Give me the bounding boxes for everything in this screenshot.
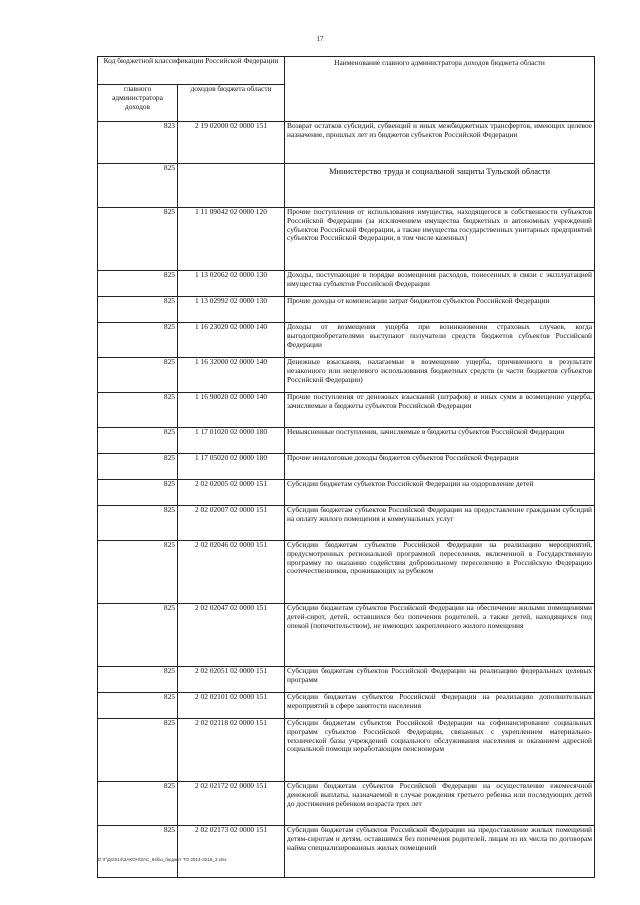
admin-code-cell: 825 — [98, 826, 178, 878]
table-row — [98, 358, 595, 393]
name-cell: Невыясненные поступления, зачисляемые в бюджеты субъектов Российской Федерации — [285, 428, 595, 454]
page-number: 17 — [316, 35, 324, 43]
table-row — [98, 604, 595, 667]
name-cell: Министерство труда и социальной защиты Тульской области — [285, 164, 595, 208]
table-row — [98, 323, 595, 358]
income-code-cell: 1 11 09042 02 0000 120 — [178, 208, 285, 271]
income-code-cell: 2 02 02005 02 0000 151 — [178, 480, 285, 506]
name-cell: Субсидии бюджетам субъектов Российской Федерации на предоставление жилых помещений детям-сиротам и детям, оставшимся без попечения родителей, лицам из их числа по договорам найма специализированных жилых помещений — [285, 826, 595, 878]
header-code-group: Код бюджетной классификации Российской Федерации — [98, 57, 285, 85]
name-cell: Доходы, поступающие в порядке возмещения расходов, понесенных в связи с эксплуатацией имущества субъектов Российской Федерации — [285, 271, 595, 297]
table-row — [98, 506, 595, 541]
admin-code-cell: 825 — [98, 393, 178, 428]
table-row — [98, 667, 595, 693]
income-code-cell: 1 13 02992 02 0000 130 — [178, 297, 285, 323]
income-code-cell: 1 16 32000 02 0000 140 — [178, 358, 285, 393]
table-row — [98, 271, 595, 297]
income-code-cell: 2 02 02172 02 0000 151 — [178, 782, 285, 826]
income-code-cell: 2 02 02046 02 0000 151 — [178, 541, 285, 604]
header-income-column: доходов бюджета области — [178, 85, 285, 122]
admin-code-cell: 825 — [98, 454, 178, 480]
admin-code-cell: 825 — [98, 164, 178, 208]
table-row — [98, 826, 595, 878]
admin-code-cell: 825 — [98, 541, 178, 604]
admin-code-cell: 825 — [98, 323, 178, 358]
income-code-cell: 2 19 02000 02 0000 151 — [178, 122, 285, 164]
name-cell: Субсидии бюджетам субъектов Российской Федерации на предоставление гражданам субсидий на оплату жилого помещения и коммунальных услуг — [285, 506, 595, 541]
admin-code-cell: 825 — [98, 428, 178, 454]
name-cell: Денежные взыскания, налагаемые в возмещение ущерба, причиненного в результате незаконного или нецелевого использования бюджетных средств (в части бюджетов субъектов Российской Федерации) — [285, 358, 595, 393]
table-row — [98, 428, 595, 454]
income-code-cell: 1 16 90020 02 0000 140 — [178, 393, 285, 428]
table-body — [98, 122, 595, 878]
income-code-cell: 2 02 02118 02 0000 151 — [178, 719, 285, 782]
name-cell: Субсидии бюджетам субъектов Российской Федерации на реализацию федеральных целевых программ — [285, 667, 595, 693]
income-code-cell: 2 02 02101 02 0000 151 — [178, 693, 285, 719]
admin-code-cell: 825 — [98, 480, 178, 506]
section-row — [98, 164, 595, 208]
name-cell: Прочие поступления от денежных взысканий (штрафов) и иных сумм в возмещение ущерба, зачисляемые в бюджеты субъектов Российской Федерации — [285, 393, 595, 428]
name-cell: Возврат остатков субсидий, субвенций и иных межбюджетных трансфертов, имеющих целевое назначение, прошлых лет из бюджетов субъектов Российской Федерации — [285, 122, 595, 164]
table-row — [98, 693, 595, 719]
admin-code-cell: 825 — [98, 604, 178, 667]
admin-code-cell: 825 — [98, 271, 178, 297]
admin-code-cell: 825 — [98, 506, 178, 541]
name-cell: Прочие доходы от компенсации затрат бюджетов субъектов Российской Федерации — [285, 297, 595, 323]
table-row — [98, 719, 595, 782]
income-code-cell: 2 02 02047 02 0000 151 — [178, 604, 285, 667]
header-row-top — [98, 57, 595, 85]
name-cell: Прочие неналоговые доходы бюджетов субъектов Российской Федерации — [285, 454, 595, 480]
name-cell: Доходы от возмещения ущерба при возникновении страховых случаев, когда выгодоприобретателями выступают получатели средств бюджетов субъектов Российской Федерации — [285, 323, 595, 358]
admin-code-cell: 823 — [98, 122, 178, 164]
name-cell: Субсидии бюджетам субъектов Российской Федерации на осуществление ежемесячной денежной выплаты, назначаемой в случае рождения третьего ребенка или последующих детей до достижения ребенком возраста трех лет — [285, 782, 595, 826]
income-code-cell: 1 17 01020 02 0000 180 — [178, 428, 285, 454]
name-cell: Прочие поступления от использования имущества, находящегося в собственности субъектов Российской Федерации (за исключением имущества бюджетных и автономных учреждений субъектов Российской Федерации, а также имущества государственных унитарных предприятий субъектов Российской Федерации, в том числе казенных) — [285, 208, 595, 271]
income-code-cell: 2 02 02051 02 0000 151 — [178, 667, 285, 693]
admin-code-cell: 825 — [98, 208, 178, 271]
table-row — [98, 782, 595, 826]
admin-code-cell: 825 — [98, 358, 178, 393]
table-row — [98, 208, 595, 271]
table-row — [98, 480, 595, 506]
table-row — [98, 122, 595, 164]
admin-code-cell: 825 — [98, 297, 178, 323]
admin-code-cell: 825 — [98, 782, 178, 826]
table-row — [98, 297, 595, 323]
file-path-footer: D:\Г\Д\2014\ЗАКОН\ЗАС_64бы_бюджет ТО 2014-2016_3.xlsx — [98, 857, 227, 862]
table-row — [98, 454, 595, 480]
income-code-cell: 2 02 02173 02 0000 151 — [178, 826, 285, 878]
name-cell: Субсидии бюджетам субъектов Российской Федерации на реализацию мероприятий, предусмотренных региональной программой переселения, включенной в Государственную программу по оказанию содействия добровольному переселению в Российскую Федерацию соотечественников, проживающих за рубежом — [285, 541, 595, 604]
income-code-cell: 1 13 02062 02 0000 130 — [178, 271, 285, 297]
table-row — [98, 541, 595, 604]
income-code-cell: 2 02 02007 02 0000 151 — [178, 506, 285, 541]
admin-code-cell: 825 — [98, 719, 178, 782]
admin-code-cell: 825 — [98, 667, 178, 693]
budget-classification-table — [97, 56, 595, 878]
name-cell: Субсидии бюджетам субъектов Российской Федерации на реализацию дополнительных мероприятий в сфере занятости населения — [285, 693, 595, 719]
table-row — [98, 393, 595, 428]
admin-code-cell: 825 — [98, 693, 178, 719]
name-cell: Субсидии бюджетам субъектов Российской Федерации на оздоровление детей — [285, 480, 595, 506]
header-name-column: Наименование главного администратора доходов бюджета области — [285, 57, 595, 122]
name-cell: Субсидии бюджетам субъектов Российской Федерации на обеспечение жилыми помещениями детей-сирот, детей, оставшихся без попечения родителей, а также детей, находящихся под опекой (попечительством), не имеющих закрепленного жилого помещения — [285, 604, 595, 667]
income-code-cell — [178, 164, 285, 208]
name-cell: Субсидии бюджетам субъектов Российской Федерации на софинансирование социальных программ субъектов Российской Федерации, связанных с укреплением материально-технической базы учреждений социального обслуживания населения и оказанием адресной социальной помощи неработающим пенсионерам — [285, 719, 595, 782]
income-code-cell: 1 16 23020 02 0000 140 — [178, 323, 285, 358]
income-code-cell: 1 17 05020 02 0000 180 — [178, 454, 285, 480]
header-admin-column: главного администратора доходов — [98, 85, 178, 122]
